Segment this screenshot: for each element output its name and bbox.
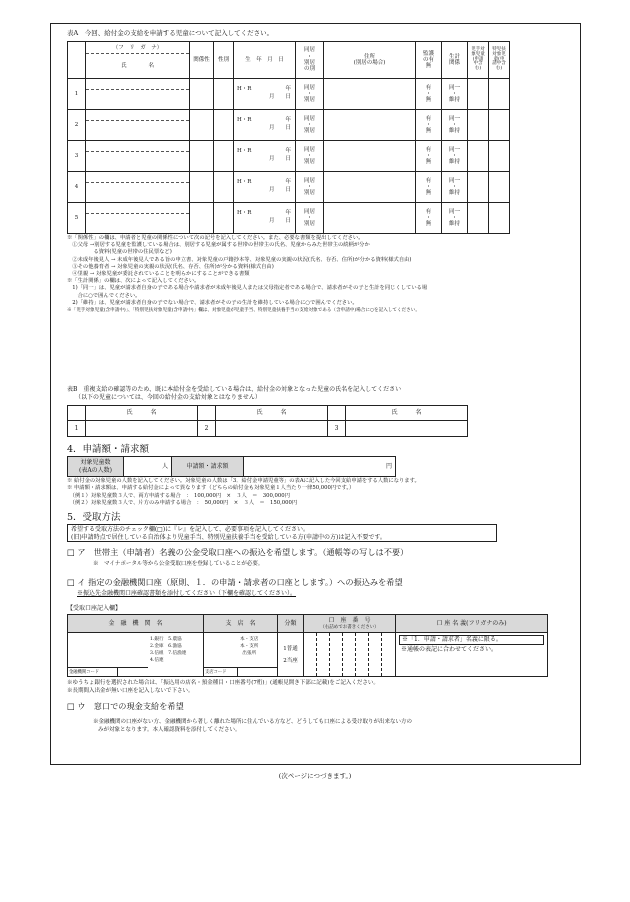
header-livelihood xyxy=(442,42,468,79)
count-unit: 人 xyxy=(161,462,168,470)
header-custody-l3: 無 xyxy=(425,63,432,70)
header-livelihood-l2: 関係 xyxy=(448,60,460,66)
table-b-caption: 表B 重複支給の確認等のため、既に本給付金を受給している場合は、給付金の対象となった児童の氏名を記入してください xyxy=(67,386,402,393)
row-address-input[interactable] xyxy=(324,79,416,110)
count-label-l1: 対象児童数 xyxy=(80,459,111,466)
header-d-l3: 童(申 xyxy=(493,56,505,62)
number-digit[interactable] xyxy=(356,633,369,677)
row-year: 年 xyxy=(285,210,291,217)
row-relation-input[interactable] xyxy=(190,79,214,110)
number-digit[interactable] xyxy=(304,633,317,677)
row-livelihood-3: 維持 xyxy=(448,221,460,228)
row-cohab-1: 同居 xyxy=(303,177,315,184)
number-header-label: 口 座 番 号 xyxy=(328,616,371,624)
amount-table xyxy=(67,456,396,477)
bank-header: 金 融 機 関 名 xyxy=(68,615,204,633)
row-custody-2: ・ xyxy=(425,214,432,221)
row-livelihood-cell[interactable] xyxy=(442,79,468,110)
row-cohab-3: 別居 xyxy=(303,128,315,135)
row-era: H・R xyxy=(237,148,252,155)
row-name-input[interactable] xyxy=(86,183,189,202)
table-a-row xyxy=(68,110,560,141)
row-birthdate-cell[interactable] xyxy=(234,141,296,172)
row-child-allowance-input[interactable] xyxy=(468,203,489,234)
row-address-input[interactable] xyxy=(324,141,416,172)
amount-unit: 円 xyxy=(385,462,392,470)
row-livelihood-2: ・ xyxy=(451,121,458,128)
row-cohab-2: ・ xyxy=(306,183,313,190)
row-livelihood-2: ・ xyxy=(451,214,458,221)
bank-kind: 4.信連 xyxy=(150,658,164,663)
row-cohab-1: 同居 xyxy=(303,208,315,215)
row-name-input[interactable] xyxy=(86,121,189,140)
header-name xyxy=(86,42,190,79)
account-notes xyxy=(67,680,379,695)
header-address-note: (別居の場合) xyxy=(353,60,386,66)
branch-kinds xyxy=(240,636,258,657)
section-4-note: （例１）対象児童数３人で、両方申請する場合 ： 100,000円 × ３人 ＝ 300,000円 xyxy=(67,492,290,499)
holder-header: 口 座 名 義(フリガナのみ) xyxy=(396,615,548,633)
row-birthdate-cell[interactable] xyxy=(234,172,296,203)
row-birthdate-cell[interactable] xyxy=(234,79,296,110)
section-5-intro xyxy=(67,524,497,542)
row-relation-input[interactable] xyxy=(190,203,214,234)
option-c-note: ※金融機関の口座がない方、金融機関から著しく離れた場所に住んでいる方など、どうしても口座による受け取りが出来ない方の xyxy=(93,719,413,725)
table-a-caption: 表A 今回、給付金の支給を申請する児童について記入してください。 xyxy=(67,29,274,37)
row-cohab-1: 同居 xyxy=(303,146,315,153)
header-sex: 性別 xyxy=(214,42,234,79)
header-cohab-l3: 別居 xyxy=(303,60,315,66)
header-no xyxy=(68,42,86,79)
type-option-2[interactable]: 2当座 xyxy=(283,657,298,664)
row-special-allowance-input[interactable] xyxy=(489,79,510,110)
row-custody-cell[interactable] xyxy=(416,203,442,234)
row-spacer xyxy=(510,110,560,141)
bank-code-label: 金融機関コード xyxy=(69,670,100,675)
header-cohab-l2: ・ xyxy=(306,53,313,60)
row-custody-1: 有 xyxy=(425,208,432,215)
header-c-l3: (申請 xyxy=(472,56,484,62)
row-child-allowance-input[interactable] xyxy=(468,110,489,141)
row-spacer xyxy=(510,141,560,172)
header-cohab xyxy=(296,42,324,79)
number-digit[interactable] xyxy=(382,633,396,677)
row-custody-cell[interactable] xyxy=(416,79,442,110)
row-furigana-input[interactable] xyxy=(86,203,189,214)
branch-header: 支 店 名 xyxy=(204,615,278,633)
table-b-corner xyxy=(198,406,216,421)
row-address-input[interactable] xyxy=(324,172,416,203)
table-a-note: ④里親 → 対象児童が委託されていることを明らかにすることができる書類 xyxy=(67,271,250,278)
row-livelihood-3: 維持 xyxy=(448,97,460,104)
table-a-note: 2)「維持」は、児童が請求者自身の子でない場合で、請求者がその子の生計を維持している場合に○で囲んでください。 xyxy=(67,299,358,306)
option-c-note: みが対象となります。本人確認資料を添付してください。 xyxy=(98,727,241,733)
row-child-allowance-input[interactable] xyxy=(468,79,489,110)
row-year: 年 xyxy=(285,86,291,93)
count-input[interactable] xyxy=(124,457,172,477)
header-special-allowance xyxy=(489,42,510,79)
row-livelihood-1: 同一 xyxy=(448,177,460,184)
table-a-note: 合に○で囲んでください。 xyxy=(67,292,141,299)
table-a-note: る資料(児童の世帯の住民票など) xyxy=(67,249,172,256)
header-address-label: 住所 xyxy=(363,53,375,60)
row-cohab-3: 別居 xyxy=(303,221,315,228)
table-a-note: 1)「同一」は、児童が請求者自身の子である場合や請求者が未成年後見人または父母指定者である場合で、請求者がその子と生計を同じくしている場 xyxy=(67,285,428,292)
row-furigana-input[interactable] xyxy=(86,172,189,183)
row-sex-input[interactable] xyxy=(214,110,234,141)
bank-kind: 1.銀行 5.農協 xyxy=(150,637,182,642)
table-a-note: ※「生計関係」の欄は、次によって記入してください。 xyxy=(67,278,200,285)
row-year: 年 xyxy=(285,148,291,155)
row-no: 4 xyxy=(68,172,86,203)
header-d-l4: 請中含 xyxy=(492,61,506,67)
table-b-name-input[interactable] xyxy=(86,421,198,437)
row-custody-2: ・ xyxy=(425,183,432,190)
account-note: ※ゆうちょ銀行を選択された場合は、「振込用の店名・預金種目・口座番号(7桁)」(通帳見開き下部に記載)をご記入ください。 xyxy=(67,680,379,686)
row-custody-3: 無 xyxy=(425,128,432,135)
row-spacer xyxy=(510,203,560,234)
row-md: 月 日 xyxy=(268,218,291,224)
row-custody-1: 有 xyxy=(425,84,432,91)
header-name-label: 氏 名 xyxy=(120,63,154,69)
holder-note-2: ※通帳の表記に合わせてください。 xyxy=(401,645,498,653)
row-era: H・R xyxy=(237,179,252,186)
row-livelihood-cell[interactable] xyxy=(442,203,468,234)
count-label xyxy=(68,457,124,477)
table-a-note: ③その他養育者 → 対象児童の実親の状況(氏名、存否、住所)が分かる資料(様式自由) xyxy=(67,263,274,270)
row-cohab-3: 別居 xyxy=(303,97,315,104)
form-page xyxy=(50,23,581,765)
bank-code-input[interactable] xyxy=(118,667,148,676)
row-sex-input[interactable] xyxy=(214,172,234,203)
row-livelihood-3: 維持 xyxy=(448,159,460,166)
table-b-name-input[interactable] xyxy=(216,421,328,437)
row-livelihood-1: 同一 xyxy=(448,208,460,215)
section-4-note: ※ 申請額・請求額は、申請する給付金によって異なります（どちらの給付金も対象児童１人当たり一律50,000円です。） xyxy=(67,485,355,492)
row-livelihood-2: ・ xyxy=(451,90,458,97)
table-a-note: ②未成年後見人 → 未成年後見人である旨の申立書、対象児童の戸籍抄本等、対象児童の実親の状況(氏名、存否、住所)が分かる資料(様式自由) xyxy=(67,256,412,263)
row-name-cell[interactable] xyxy=(86,172,190,203)
row-address-input[interactable] xyxy=(324,203,416,234)
row-md: 月 日 xyxy=(268,156,291,162)
row-custody-3: 無 xyxy=(425,221,432,228)
row-cohab-cell[interactable] xyxy=(296,79,324,110)
table-a-note: ※「関係性」の欄は、申請者と児童の関係性について次の記号を記入してください。また、必要な書類を提出してください。 xyxy=(67,235,364,241)
row-md: 月 日 xyxy=(268,94,291,100)
header-c-l4: 中含 xyxy=(473,61,483,67)
header-custody-l1: 監護 xyxy=(422,50,434,57)
row-name-input[interactable] xyxy=(86,214,189,233)
table-b-no: 2 xyxy=(198,421,216,437)
count-label-l2: (表Aの人数) xyxy=(78,466,112,474)
row-era: H・R xyxy=(237,210,252,217)
number-header xyxy=(304,615,396,633)
row-sex-input[interactable] xyxy=(214,79,234,110)
row-era: H・R xyxy=(237,86,252,93)
table-b-caption-2: （以下の児童については、今回の給付金の支給対象とはなりません） xyxy=(75,394,261,401)
row-no: 2 xyxy=(68,110,86,141)
row-sex-input[interactable] xyxy=(214,203,234,234)
type-header: 分類 xyxy=(278,615,304,633)
header-livelihood-l1: 生計 xyxy=(448,53,460,60)
row-child-allowance-input[interactable] xyxy=(468,141,489,172)
row-custody-2: ・ xyxy=(425,152,432,159)
row-furigana-input[interactable] xyxy=(86,141,189,152)
table-a-row xyxy=(68,203,560,234)
row-custody-1: 有 xyxy=(425,177,432,184)
bank-kind: 2.金庫 6.漁協 xyxy=(150,644,182,649)
header-c-l1: 児手対 xyxy=(471,46,485,52)
section-4-note: （例２）対象児童数３人で、片方のみ申請する場合 ： 50,000円 × ３人 ＝ 150,000円 xyxy=(67,499,298,506)
header-custody xyxy=(416,42,442,79)
row-livelihood-3: 維持 xyxy=(448,128,460,135)
number-digit[interactable] xyxy=(369,633,382,677)
row-birthdate-cell[interactable] xyxy=(234,110,296,141)
row-cohab-cell[interactable] xyxy=(296,141,324,172)
section-4-notes xyxy=(67,478,420,507)
row-livelihood-1: 同一 xyxy=(448,84,460,91)
branch-kind: 本・支所 xyxy=(240,644,259,649)
section-5-title: 5．受取方法 xyxy=(67,509,367,525)
row-livelihood-1: 同一 xyxy=(448,115,460,122)
table-b-name-input[interactable] xyxy=(346,421,468,437)
table-b-header: 氏 名 xyxy=(346,406,468,421)
option-a-note: ※ マイナポータル等から公金受取口座を登録していることが必要。 xyxy=(93,561,264,567)
table-a-row xyxy=(68,141,560,172)
amount-label: 申請額・請求額 xyxy=(172,457,244,477)
table-b-no: 3 xyxy=(328,421,346,437)
row-era: H・R xyxy=(237,117,252,124)
row-relation-input[interactable] xyxy=(190,172,214,203)
branch-kind: 本・支店 xyxy=(240,637,259,642)
row-livelihood-cell[interactable] xyxy=(442,141,468,172)
row-name-input[interactable] xyxy=(86,152,189,171)
row-custody-cell[interactable] xyxy=(416,172,442,203)
row-relation-input[interactable] xyxy=(190,141,214,172)
number-header-sub: （右詰めでお書きください） xyxy=(320,625,379,631)
row-cohab-3: 別居 xyxy=(303,190,315,197)
table-b-header: 氏 名 xyxy=(86,406,198,421)
table-a-row xyxy=(68,172,560,203)
row-name-input[interactable] xyxy=(86,90,189,109)
amount-input[interactable] xyxy=(244,457,396,477)
account-note: ※長期間入出金が無い口座を記入しないで下さい。 xyxy=(67,687,194,694)
row-child-allowance-input[interactable] xyxy=(468,172,489,203)
row-custody-3: 無 xyxy=(425,190,432,197)
row-livelihood-1: 同一 xyxy=(448,146,460,153)
bank-kinds xyxy=(150,636,186,664)
row-custody-3: 無 xyxy=(425,159,432,166)
row-custody-1: 有 xyxy=(425,115,432,122)
row-cohab-cell[interactable] xyxy=(296,172,324,203)
row-custody-cell[interactable] xyxy=(416,110,442,141)
row-cohab-2: ・ xyxy=(306,90,313,97)
branch-code-input[interactable] xyxy=(238,667,278,676)
number-digit[interactable] xyxy=(317,633,330,677)
row-special-allowance-input[interactable] xyxy=(489,141,510,172)
row-livelihood-3: 維持 xyxy=(448,190,460,197)
row-birth-line1 xyxy=(237,86,295,94)
row-spacer xyxy=(510,172,560,203)
row-cohab-2: ・ xyxy=(306,214,313,221)
row-livelihood-2: ・ xyxy=(451,152,458,159)
row-no: 1 xyxy=(68,79,86,110)
header-custody-l2: の有 xyxy=(422,56,434,63)
row-special-allowance-input[interactable] xyxy=(489,110,510,141)
row-cohab-cell[interactable] xyxy=(296,203,324,234)
bank-cell[interactable] xyxy=(68,633,204,677)
table-a-row xyxy=(68,79,560,110)
number-digit[interactable] xyxy=(330,633,343,677)
row-custody-cell[interactable] xyxy=(416,141,442,172)
table-b xyxy=(67,405,468,437)
table-b-corner xyxy=(68,406,86,421)
option-a[interactable]: □ ア 世帯主（申請者）名義の公金受取口座への振込を希望します。（通帳等の写しは不要） xyxy=(67,547,409,557)
branch-kind: 出張所 xyxy=(242,651,257,656)
table-a-notes xyxy=(67,235,427,314)
header-cohab-l4: の別 xyxy=(303,66,315,73)
row-no: 3 xyxy=(68,141,86,172)
page-footer: (次ページにつづきます。) xyxy=(278,772,352,780)
row-special-allowance-input[interactable] xyxy=(489,172,510,203)
table-b-header: 氏 名 xyxy=(216,406,328,421)
row-birth-line1 xyxy=(237,117,295,125)
row-custody-2: ・ xyxy=(425,121,432,128)
row-birth-line1 xyxy=(237,179,295,187)
row-cohab-cell[interactable] xyxy=(296,110,324,141)
branch-code-box[interactable] xyxy=(204,667,238,676)
row-custody-3: 無 xyxy=(425,97,432,104)
row-cohab-1: 同居 xyxy=(303,115,315,122)
section-4-title: 4．申請額・請求額 xyxy=(67,441,367,457)
table-b-no: 1 xyxy=(68,421,86,437)
row-md: 月 日 xyxy=(268,125,291,131)
header-address xyxy=(324,42,416,79)
option-c-notes xyxy=(93,718,412,734)
header-d-l5: む) xyxy=(495,66,503,72)
row-address-input[interactable] xyxy=(324,110,416,141)
holder-note-1: ※「1．申請・請求者」名義に限る。 xyxy=(399,635,544,645)
bank-kind: 3.信組 7.信漁連 xyxy=(150,651,187,656)
option-b[interactable]: □ イ 指定の金融機関口座（原則、１．の申請・請求者の口座とします。）への振込みを希望 xyxy=(67,577,403,587)
type-cell[interactable] xyxy=(278,633,304,677)
table-a-spacer xyxy=(510,42,560,79)
section-5-intro-line: (旧)申請時点で居住している自治体より児童手当、特別児童扶養手当を受給している方(申請中の方)は記入不要です。 xyxy=(71,533,386,541)
row-md: 月 日 xyxy=(268,187,291,193)
table-a xyxy=(67,41,560,234)
row-year: 年 xyxy=(285,179,291,186)
table-a-note: ①父母 →別居する児童を監護している場合は、別居する児童が属する世帯の世帯主の氏名、児童からみた世帯主の続柄が分か xyxy=(67,242,370,249)
row-livelihood-2: ・ xyxy=(451,183,458,190)
account-caption: 【受取口座記入欄】 xyxy=(67,605,122,612)
holder-cell[interactable] xyxy=(396,633,548,677)
option-c[interactable]: □ ウ 窓口での現金支給を希望 xyxy=(67,701,184,711)
table-b-corner xyxy=(328,406,346,421)
number-digit[interactable] xyxy=(343,633,356,677)
row-custody-1: 有 xyxy=(425,146,432,153)
row-sex-input[interactable] xyxy=(214,141,234,172)
header-d-l2: 対象児 xyxy=(492,51,506,57)
header-d-l1: 特児扶 xyxy=(492,46,506,52)
row-cohab-1: 同居 xyxy=(303,84,315,91)
header-furigana: （フ リ ガ ナ） xyxy=(86,42,189,54)
row-relation-input[interactable] xyxy=(190,110,214,141)
option-b-note: ※振込先金融機関口座確認書類を添付してください（下欄を確認してください）。 xyxy=(77,590,297,597)
row-livelihood-cell[interactable] xyxy=(442,172,468,203)
row-cohab-2: ・ xyxy=(306,152,313,159)
account-table xyxy=(67,614,548,677)
row-birth-line1 xyxy=(237,148,295,156)
header-cohab-l1: 同居 xyxy=(303,47,315,54)
row-birth-line1 xyxy=(237,210,295,218)
row-name-cell[interactable] xyxy=(86,79,190,110)
branch-cell[interactable] xyxy=(204,633,278,677)
header-relation: 関係性 xyxy=(190,42,214,79)
header-birthdate: 生 年 月 日 xyxy=(234,42,296,79)
row-furigana-input[interactable] xyxy=(86,79,189,90)
row-furigana-input[interactable] xyxy=(86,110,189,121)
row-custody-2: ・ xyxy=(425,90,432,97)
bank-code-box[interactable] xyxy=(68,667,118,676)
row-spacer xyxy=(510,79,560,110)
row-year: 年 xyxy=(285,117,291,124)
row-name-cell[interactable] xyxy=(86,203,190,234)
section-5-intro-line: 希望する受取方法のチェック欄(□)に『レ』を記入して、必要事項を記入してください。 xyxy=(71,526,310,533)
row-name-cell[interactable] xyxy=(86,110,190,141)
row-birthdate-cell[interactable] xyxy=(234,203,296,234)
section-4-note: ※ 給付金の対象児童の人数を記入してください。対象児童の人数は「3．給付金申請児童等」の表Aに記入した今回支給申請をする人数になります。 xyxy=(67,478,420,484)
row-name-cell[interactable] xyxy=(86,141,190,172)
row-special-allowance-input[interactable] xyxy=(489,203,510,234)
header-child-allowance xyxy=(468,42,489,79)
branch-code-label: 支店コード xyxy=(205,670,227,675)
row-no: 5 xyxy=(68,203,86,234)
row-livelihood-cell[interactable] xyxy=(442,110,468,141)
header-c-l5: む) xyxy=(474,66,482,72)
header-c-l2: 象児童 xyxy=(471,51,485,57)
row-cohab-2: ・ xyxy=(306,121,313,128)
table-a-note: ※「児手対象児童(含申請中)」、「特別児扶対象児童(含申請中)」欄は、対象児童が児童手当、特別児童扶養手当の支給対象である（含申請中)場合に○を記入してください。 xyxy=(67,308,420,314)
row-cohab-3: 別居 xyxy=(303,159,315,166)
type-option-1[interactable]: 1普通 xyxy=(283,645,298,652)
